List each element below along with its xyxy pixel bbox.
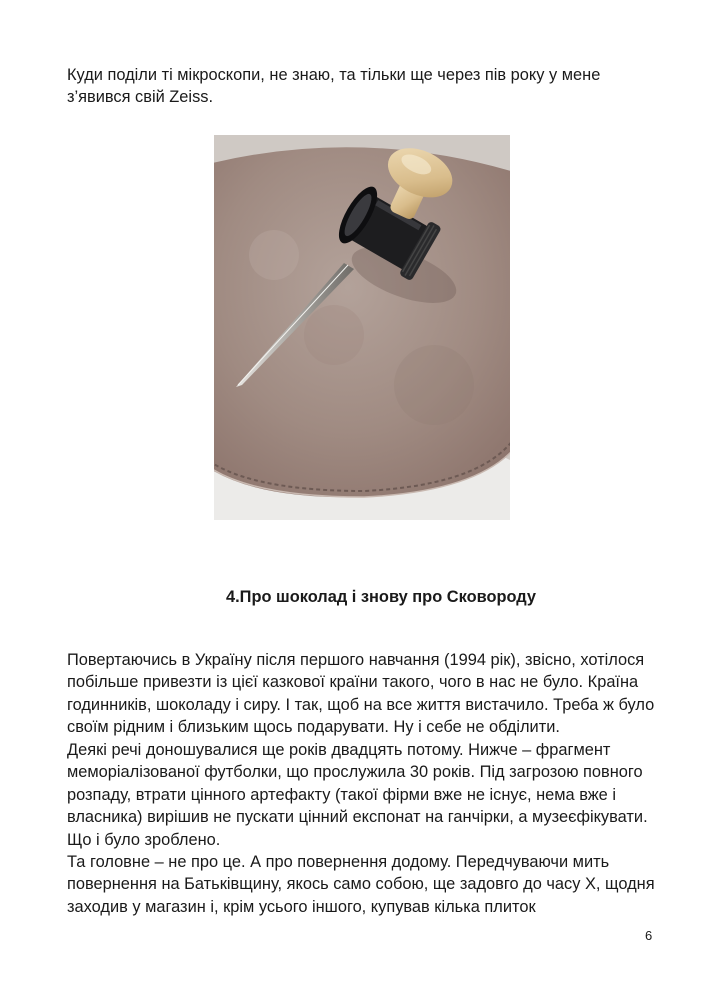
- body-paragraph: Та головне – не про це. А про повернення додому. Передчуваючи мить повернення на Батьківщину, якось само собою, ще задовго до часу Х, щодня заходив у магазин і, крім усього іншого, купував кілька плиток: [67, 853, 655, 916]
- body-paragraph: Деякі речі доношувалися ще років двадцять потому. Нижче – фрагмент меморіалізованої футболки, що прослужила 30 років. Під загрозою повного розпаду, втрати цінного артефакту (такої фірми вже не існує, нема вже і власника) вирішив не пускати цінний експонат на ганчірки, а музеєфікувати. Що і було зроблено.: [67, 741, 648, 849]
- page-number: 6: [645, 928, 653, 943]
- intro-paragraph: Куди поділи ті мікроскопи, не знаю, та тільки ще через пів року у мене з’явився свій Zeiss.: [67, 66, 601, 107]
- body-paragraph: Повертаючись в Україну після першого навчання (1994 рік), звісно, хотілося побільше привезти із цієї казкової країни такого, чого в нас не було. Країна годинників, шоколаду і сиру. І так, щоб на все життя вистачило. Треба ж було своїм рідним і близьким щось подарувати. Ну і себе не обділити.: [67, 651, 655, 737]
- photo-illustration: [214, 135, 510, 520]
- magnifier-photo: [214, 135, 510, 520]
- section-heading: 4.Про шоколад і знову про Сковороду: [226, 588, 536, 606]
